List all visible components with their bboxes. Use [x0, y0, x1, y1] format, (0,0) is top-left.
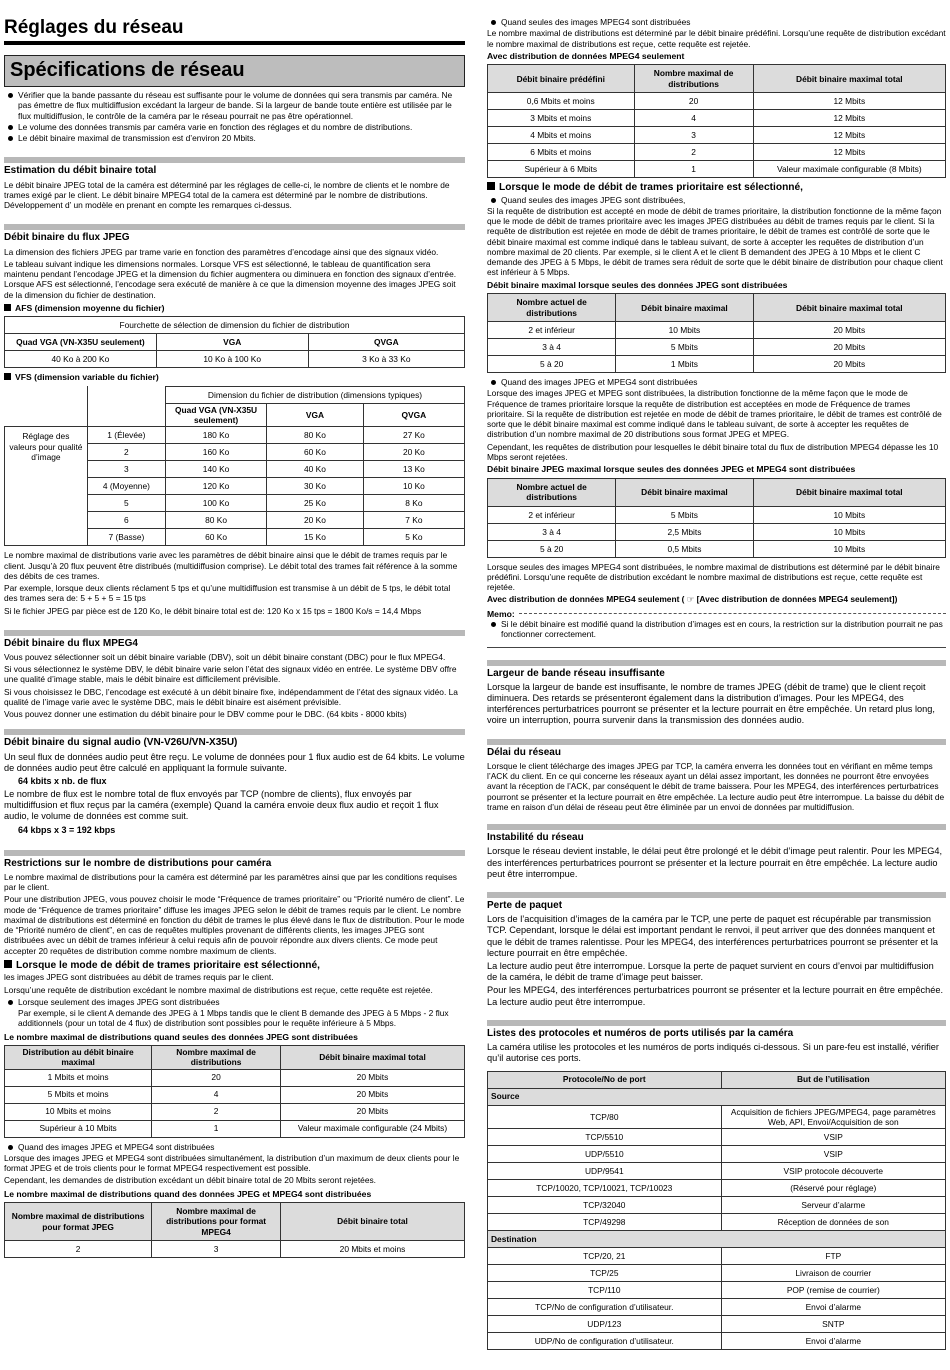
table-header: Nombre maximal de distributions pour format JPEG	[5, 1203, 152, 1241]
table-cell: 2	[634, 144, 753, 161]
table-cell: 8 Ko	[363, 495, 464, 512]
jpeg-mpeg4-distribution-table	[4, 1202, 465, 1258]
paragraph: Le tableau suivant indique les dimensions normales. Lorsque VFS est sélectionné, le tableau de quantification sera maintenu pendant l’encodage JPEG et la dimension du fichier augmentera ou diminuera en fonction des signaux d’entrée. Lorsque AFS est sélectionné, l’encodage sera exécuté de manière à ce que la dimension moyenne des images JPEG soit de la dimension du fichier de destination.	[4, 258, 457, 300]
memo-box	[487, 619, 946, 648]
table-cell: 12 Mbits	[753, 127, 945, 144]
intro-bullets	[4, 90, 465, 143]
table-cell: 10 Ko	[363, 478, 464, 495]
paragraph: Lorsque le client télécharge des images JPEG par TCP, la caméra enverra les données tout en vérifiant en même temps l’ACK du client. En ce qui concerne les réseaux ayant un délai assez important, les données ne pourront être envoyées avant la réception de l’ACK, par conséquent le débit de trame baissera. Pour les MPEG4, des interférences perturbatrices pourront se présenter et la lecture pourrait en être empêchée. La lecture audio peut être interrompue. La baisse du débit de trame en raison d’un délai de réseau peut être éliminée par un envoi de données par multidiffusion.	[487, 760, 945, 812]
table-cell: TCP/32040	[488, 1197, 722, 1214]
table-cell: 5 à 20	[488, 356, 616, 373]
table-cell: 3 Mbits et moins	[488, 110, 635, 127]
paragraph: La caméra utilise les protocoles et les numéros de ports indiqués ci-dessous. Si un pare-feu est installé, vérifier qu’il autorise ces ports.	[487, 1042, 939, 1064]
paragraph: Cependant, les requêtes de distribution pour lesquelles le débit binaire total du flux de distribution MPEG4 dépasse les 10 Mbps seront rejetées.	[487, 441, 939, 462]
table-cell: 10 Mbits	[753, 540, 945, 557]
table-cell: 25 Ko	[267, 495, 364, 512]
table-cell: 1 (Élevée)	[87, 427, 165, 444]
paragraph: les images JPEG sont distribuées au débit de trames requis par le client.	[4, 972, 274, 983]
table-cell: 20	[152, 1069, 281, 1086]
table-cell: UDP/5510	[488, 1146, 722, 1163]
paragraph: Lors de l’acquisition d’images de la caméra par le TCP, une perte de paquet est récupérable par transmission TCP. Cependant, lorsque le délai est important pendant le renvoi, il peut arriver que des données manquent et que le débit de trames ralentisse. Pour les MPEG4, des interférences perturbatrices pourront se présenter et la lecture pourrait en être empêchée.	[487, 914, 938, 958]
table-cell: 20 Mbits	[753, 322, 945, 339]
subheading-vfs: VFS (dimension variable du fichier)	[4, 372, 465, 382]
paragraph: Si vous choisissez le DBC, l’encodage est exécuté à un débit binaire fixe, indépendamment de l’état des signaux vidéo. La qualité de l’image varie avec le système DBC, mais le débit binaire est aisément prévisible.	[4, 686, 458, 707]
table-cell: 180 Ko	[165, 427, 266, 444]
table-cell: 10 Mbits	[753, 523, 945, 540]
table-cell: 30 Ko	[267, 478, 364, 495]
paragraph: La lecture audio peut être interrompue. Lorsque la perte de paquet survient en cours d’envoi par multidiffusion de la caméra, le débit de trame d’image peut baisser.	[487, 961, 934, 983]
table-cell: 0,5 Mbits	[616, 540, 753, 557]
table-cell: 15 Ko	[267, 529, 364, 546]
memo-label: Memo:	[487, 608, 515, 619]
table-cell: 5 Mbits et moins	[5, 1086, 152, 1103]
table-header: Quad VGA (VN-X35U seulement)	[5, 334, 157, 351]
table-header: Nombre actuel de distributions	[488, 294, 616, 322]
table-cell: 5 à 20	[488, 540, 616, 557]
table-cell: 2,5 Mbits	[616, 523, 753, 540]
table-cell: 140 Ko	[165, 461, 266, 478]
table-cell: 10 Mbits	[753, 506, 945, 523]
table-cell: 2	[5, 1241, 152, 1258]
table-title: Avec distribution de données MPEG4 seulement	[487, 50, 685, 61]
table-cell: 1 Mbits	[616, 356, 753, 373]
list-item: Vérifier que la bande passante du réseau est suffisante pour le volume de données qui sera transmis par caméra. Ne pas émettre de flux multidiffusion excédant la largeur de bande. Si la largeur de bande toute entière est utilisée par le flux multidiffusion, le contrôle de la caméra par le réseau pourrait ne pas être opérationnel.	[4, 90, 465, 121]
paragraph: Le nombre maximal de distributions pour la caméra est déterminé par les paramètres ainsi que par les conditions requises par le client.	[4, 871, 457, 893]
list-item: Quand des images JPEG et MPEG4 sont distribuées	[4, 1142, 465, 1152]
table-cell: 5 Mbits	[616, 339, 753, 356]
table-caption: Fourchette de sélection de dimension du fichier de distribution	[5, 317, 465, 334]
afs-table	[4, 316, 465, 368]
paragraph: Un seul flux de données audio peut être reçu. Le volume de données pour 1 flux audio est de 64 kbits. Le volume de données audio peut être calculé en appliquant la formule suivante.	[4, 751, 465, 773]
table-cell: 6	[87, 512, 165, 529]
paragraph: Cependant, les demandes de distribution excédant un débit binaire total de 20 Mbits seront rejetées.	[4, 1175, 376, 1186]
table-cell: 13 Ko	[363, 461, 464, 478]
table-title: Le nombre maximal de distributions quand seules des données JPEG sont distribuées	[4, 1031, 358, 1042]
paragraph: Pour une distribution JPEG, vous pouvez choisir le mode “Fréquence de trames prioritaire” ou “Priorité numéro de client”. Le mode de “Fréquence de trames prioritaire” diffuse les images JPEG selon le débit de trames requis par le client. Le nombre maximal de distributions est déterminé en fonction du débit de trames le plus élevé dans le flux de distribution. Pour le mode de “Priorité numéro de client”, en cas de requêtes multiples provenant de différents clients, les images JPEG sont distribuées avec un débit de trames inférieur à celui requis afin de pouvoir répondre aux divers clients. Ce mode peut accepter 20 requêtes de distribution comme nombre maximum de clients.	[4, 894, 465, 956]
table-cell: 20 Ko	[363, 444, 464, 461]
section-band-title: Spécifications de réseau	[4, 55, 465, 87]
table-header: Quad VGA (VN-X35U seulement)	[165, 403, 266, 427]
table-cell: 12 Mbits	[753, 144, 945, 161]
list-item: Quand seules des images MPEG4 sont distribuées	[487, 17, 946, 27]
table-cell: Valeur maximale configurable (8 Mbits)	[753, 161, 945, 178]
paragraph: Par exemple, lorsque deux clients réclament 5 tps et qu’une multidiffusion est transmise à un débit de 5 tps, le débit total des trames sera de: 5 + 5 + 5 = 15 tps	[4, 583, 451, 604]
table-cell: Envoi d’alarme	[721, 1299, 945, 1316]
paragraph: Lorsque des images JPEG et MPEG sont distribuées, la distribution fonctionne de la même façon que le mode de Fréquence de trames prioritaire lorsque la requête de distribution est acceptées en mode de Fréquence de trames prioritaire. Si la requête de distribution est rejetée en mode de débit de trames prioritaire, le débit de trames est contrôlé de sorte que le débit binaire maximal est comme indiqué dans le tableau suivant, de sorte à accepter les requêtes de distribution d’un nombre maximal de 20 distributions sous format JPEG et MPEG.	[487, 388, 942, 440]
table-cell: SNTP	[721, 1316, 945, 1333]
table-cell: 20 Mbits	[753, 339, 945, 356]
paragraph: Lorsque le réseau devient instable, le délai peut être prolongé et le débit d’image peut ralentir. Pour les MPEG4, des interférences perturbatrices pourront se présenter et la lecture pourrait en être empêchée. La lecture audio peut être interrompue.	[487, 846, 943, 879]
left-column	[4, 0, 465, 1262]
table-cell: 5 Mbits	[616, 506, 753, 523]
table-cell: 3	[87, 461, 165, 478]
table-cell: 7 (Basse)	[87, 529, 165, 546]
table-cell: 20 Mbits	[280, 1086, 464, 1103]
table-cell: 4	[634, 110, 753, 127]
section-heading: Délai du réseau	[487, 739, 946, 759]
table-cell: Supérieur à 6 Mbits	[488, 161, 635, 178]
table-cell: 80 Ko	[165, 512, 266, 529]
table-title: Le nombre maximal de distributions quand des données JPEG et MPEG4 sont distribuées	[4, 1188, 372, 1199]
table-cell: 120 Ko	[165, 478, 266, 495]
table-cell: 20 Mbits et moins	[280, 1241, 464, 1258]
paragraph: Lorsque des images JPEG et MPEG4 sont distribuées simultanément, la distribution d’un maximum de deux clients pour le format JPEG et de trois clients pour le format MPEG4 respectivement est possible.	[4, 1152, 460, 1174]
table-header: Débit binaire maximal total	[753, 65, 945, 93]
paragraph: Par exemple, si le client A demande des JPEG à 1 Mbps tandis que le client B demande des JPEG à 5 Mbps - 2 flux additionnels (pour un total de 4 flux) de distribution sont possibles pour le requête inférieure à 5 Mbps.	[18, 1008, 449, 1029]
ports-table	[487, 1071, 946, 1351]
paragraph: Lorsque la largeur de bande est insuffisante, le nombre de trames JPEG (débit de trame) que le client reçoit diminuera. Des retards se présenteront également dans la distribution d’images. Pour les MPEG4, des interférences perturbatrices pourront se présenter et la lecture pourrait en être empêchée. Un retard plus long, voire un interruption, pourra survenir dans la transmission des données audio.	[487, 681, 935, 726]
table-cell: VSIP	[721, 1146, 945, 1163]
table-cell: 3 à 4	[488, 339, 616, 356]
table-cell: 5	[87, 495, 165, 512]
paragraph: Le nombre maximal de distributions varie avec les paramètres de débit binaire ainsi que le débit de trames requis par le client. Jusqu’à 20 flux peuvent être distribués (multidiffusion comprise). Le débit total des trames fait référence à la somme des débits de ces trames.	[4, 550, 458, 581]
section-heading: Débit binaire du signal audio (VN-V26U/VN-X35U)	[4, 729, 465, 749]
table-cell: 60 Ko	[165, 529, 266, 546]
paragraph: Lorsqu’une requête de distribution excédant le nombre maximal de distributions est reçue, cette requête est rejetée.	[4, 984, 433, 995]
table-cell: 1	[152, 1120, 281, 1137]
paragraph: La dimension des fichiers JPEG par trame varie en fonction des paramètres d’encodage ainsi que des signaux vidéo.	[4, 246, 439, 257]
table-header: Débit binaire prédéfini	[488, 65, 635, 93]
paragraph: Si vous sélectionnez le système DBV, le débit binaire varie selon l’état des signaux vidéo en entrée. Le système DBV offre une qualité d’image stable, mais le débit binaire est difficilement prévisible.	[4, 664, 457, 685]
memo-divider	[519, 613, 946, 614]
table-cell: Réception de données de son	[721, 1214, 945, 1231]
table-header: Nombre maximal de distributions	[634, 65, 753, 93]
section-heading: Instabilité du réseau	[487, 824, 946, 844]
table-group-label: Destination	[488, 1231, 946, 1248]
table-cell: 5 Ko	[363, 529, 464, 546]
table-caption: Dimension du fichier de distribution (dimensions typiques)	[165, 386, 464, 403]
table-cell: 6 Mbits et moins	[488, 144, 635, 161]
table-cell: 3	[152, 1241, 281, 1258]
table-cell: Valeur maximale configurable (24 Mbits)	[280, 1120, 464, 1137]
table-cell: Supérieur à 10 Mbits	[5, 1120, 152, 1137]
section-heading: Largeur de bande réseau insuffisante	[487, 660, 946, 680]
table-cell: TCP/10020, TCP/10021, TCP/10023	[488, 1180, 722, 1197]
table-cell: POP (remise de courrier)	[721, 1282, 945, 1299]
right-column	[487, 0, 946, 1354]
table-header: QVGA	[308, 334, 464, 351]
table-cell: 3 à 4	[488, 523, 616, 540]
subheading-priority-mode: Lorsque le mode de débit de trames prioritaire est sélectionné,	[4, 960, 465, 972]
table-header: VGA	[267, 403, 364, 427]
table-cell: 2	[87, 444, 165, 461]
table-header: But de l’utilisation	[721, 1071, 945, 1088]
list-item: Quand seules des images JPEG sont distribuées,	[487, 195, 946, 205]
subheading-afs: AFS (dimension moyenne du fichier)	[4, 303, 465, 313]
section-heading: Débit binaire du flux MPEG4	[4, 630, 465, 650]
paragraph: Le nombre de flux est le nombre total de flux envoyés par TCP (nombre de clients), flux envoyés par multidiffusion et flux reçus par la caméra (exemple) Quand la caméra envoie deux flux audio et reçoit 1 flux audio, le volume de données est comme suit.	[4, 789, 439, 822]
table-cell: Envoi d’alarme	[721, 1333, 945, 1350]
table-cell: Serveur d’alarme	[721, 1197, 945, 1214]
paragraph: Pour les MPEG4, des interférences perturbatrices pourront se présenter et la lecture pourrait en être empêchée. La lecture audio peut être interrompue.	[487, 985, 944, 1007]
table-cell: 80 Ko	[267, 427, 364, 444]
table-cell: 1 Mbits et moins	[5, 1069, 152, 1086]
table-cell: 4	[152, 1086, 281, 1103]
table-cell: 10 Mbits et moins	[5, 1103, 152, 1120]
table-header: QVGA	[363, 403, 464, 427]
table-header: Débit binaire maximal	[616, 294, 753, 322]
paragraph: Le débit binaire JPEG total de la caméra est déterminé par les réglages de celle-ci, le nombre de clients et le nombre de trames exigé par le client. Le débit binaire MPEG4 total de la camera est déterminé par le nombre de distributions. Développement d’ un modèle en prenant en compte les remarques ci-dessus.	[4, 179, 450, 211]
list-item: Quand des images JPEG et MPEG4 sont distribuées	[487, 377, 946, 387]
table-cell: VSIP protocole découverte	[721, 1163, 945, 1180]
table-cell: 3	[634, 127, 753, 144]
table-cell: UDP/9541	[488, 1163, 722, 1180]
table-header: Débit binaire maximal total	[753, 478, 945, 506]
table-header: Débit binaire maximal total	[280, 1046, 464, 1070]
table-cell: 12 Mbits	[753, 110, 945, 127]
table-cell: 160 Ko	[165, 444, 266, 461]
list-item: Le débit binaire maximal de transmission est d’environ 20 Mbits.	[4, 133, 465, 143]
table-cell: 4 Mbits et moins	[488, 127, 635, 144]
paragraph: Vous pouvez donner une estimation du débit binaire pour le DBV comme pour le DBC. (64 kbits - 8000 kbits)	[4, 709, 407, 720]
table-header: Débit binaire maximal	[616, 478, 753, 506]
table-cell: 4 (Moyenne)	[87, 478, 165, 495]
table-cell: TCP/5510	[488, 1129, 722, 1146]
paragraph: Si le fichier JPEG par pièce est de 120 Ko, le débit binaire total est de: 120 Ko x 15 tps = 1800 Ko/s = 14,4 Mbps	[4, 605, 422, 616]
table-cell: 20	[634, 93, 753, 110]
table-header: Distribution au débit binaire maximal	[5, 1046, 152, 1070]
table-cell: 20 Mbits	[280, 1069, 464, 1086]
table-cell: 3 Ko à 33 Ko	[308, 351, 464, 368]
table-cell: VSIP	[721, 1129, 945, 1146]
table-cell: Acquisition de fichiers JPEG/MPEG4, page paramètres Web, API, Envoi/Acquisition de son	[721, 1105, 945, 1129]
table-cell: TCP/No de configuration d’utilisateur.	[488, 1299, 722, 1316]
table-cell: 20 Mbits	[753, 356, 945, 373]
table-cell: 7 Ko	[363, 512, 464, 529]
table-header: Nombre maximal de distributions	[152, 1046, 281, 1070]
subheading-priority-mode: Lorsque le mode de débit de trames prioritaire est sélectionné,	[487, 182, 946, 194]
table-title: Débit binaire JPEG maximal lorsque seules des données JPEG et MPEG4 sont distribuées	[487, 464, 856, 475]
list-item: Le volume des données transmis par caméra varie en fonction des réglages et du nombre de distributions.	[4, 122, 465, 132]
table-cell: 2 et inférieur	[488, 506, 616, 523]
table-header: Débit binaire maximal total	[753, 294, 945, 322]
table-cell: 20 Mbits	[280, 1103, 464, 1120]
table-cell: UDP/No de configuration d’utilisateur.	[488, 1333, 722, 1350]
section-heading: Débit binaire du flux JPEG	[4, 224, 465, 244]
list-item: Lorsque seulement des images JPEG sont distribuées	[4, 997, 465, 1007]
table-header: Protocole/No de port	[488, 1071, 722, 1088]
formula: 64 kbps x 3 = 192 kbps	[18, 824, 116, 835]
section-heading: Listes des protocoles et numéros de ports utilisés par la caméra	[487, 1020, 946, 1040]
paragraph: Lorsque seules des images MPEG4 sont distribuées, le nombre maximal de distributions est déterminé par le débit binaire prédéfini. Lorsqu’une requête de distribution excédant le nombre maximal de distributions est reçue, cette requête est rejetée.	[487, 561, 940, 593]
jpeg-max-bitrate-table	[487, 293, 946, 373]
table-cell: TCP/25	[488, 1265, 722, 1282]
table-cell: 12 Mbits	[753, 93, 945, 110]
table-header: Débit binaire total	[280, 1203, 464, 1241]
table-cell: 0,6 Mbits et moins	[488, 93, 635, 110]
section-heading: Perte de paquet	[487, 892, 946, 912]
table-cell: (Réservé pour réglage)	[721, 1180, 945, 1197]
table-cell: 10 Ko à 100 Ko	[156, 351, 308, 368]
table-title: Débit binaire maximal lorsque seules des données JPEG sont distribuées	[487, 279, 788, 290]
row-group-label: Réglage des valeurs pour qualité d’image	[5, 427, 88, 546]
table-cell: TCP/80	[488, 1105, 722, 1129]
formula: 64 kbits x nb. de flux	[18, 776, 107, 787]
table-cell: TCP/20, 21	[488, 1248, 722, 1265]
table-cell: UDP/123	[488, 1316, 722, 1333]
table-cell: TCP/110	[488, 1282, 722, 1299]
table-cell: 10 Mbits	[616, 322, 753, 339]
cross-reference-link[interactable]: Avec distribution de données MPEG4 seulement ( ☞ [Avec distribution de données MPEG4 seulement])	[487, 594, 898, 605]
jpeg-mpeg4-max-bitrate-table	[487, 478, 946, 558]
table-cell: 2	[152, 1103, 281, 1120]
page-title: Réglages du réseau	[4, 0, 465, 45]
section-heading: Estimation du débit binaire total	[4, 157, 465, 177]
table-header: Nombre actuel de distributions	[488, 478, 616, 506]
table-header: VGA	[156, 334, 308, 351]
table-cell: 1	[634, 161, 753, 178]
jpeg-max-distribution-table	[4, 1045, 465, 1138]
memo-heading	[487, 609, 946, 619]
paragraph: Vous pouvez sélectionner soit un débit binaire variable (DBV), soit un débit binaire constant (DBC) pour le flux MPEG4.	[4, 651, 446, 662]
table-cell: 60 Ko	[267, 444, 364, 461]
table-cell: 20 Ko	[267, 512, 364, 529]
table-cell: 100 Ko	[165, 495, 266, 512]
table-cell: 40 Ko	[267, 461, 364, 478]
table-cell: 40 Ko à 200 Ko	[5, 351, 157, 368]
table-cell: FTP	[721, 1248, 945, 1265]
table-cell: TCP/49298	[488, 1214, 722, 1231]
table-header: Nombre maximal de distributions pour format MPEG4	[152, 1203, 281, 1241]
vfs-table	[4, 386, 465, 547]
mpeg4-only-table	[487, 64, 946, 178]
table-cell: 27 Ko	[363, 427, 464, 444]
table-cell: Livraison de courrier	[721, 1265, 945, 1282]
section-heading: Restrictions sur le nombre de distributions pour caméra	[4, 850, 465, 870]
list-item: Si le débit binaire est modifié quand la distribution d’images est en cours, la restriction sur la distribution pourrait ne pas fonctionner correctement.	[487, 619, 946, 640]
table-group-label: Source	[488, 1088, 946, 1105]
paragraph: Le nombre maximal de distributions est déterminé par le débit binaire prédéfini. Lorsqu’une requête de distribution excédant le nombre maximal de distributions est reçue, cette requête est rejetée.	[487, 28, 946, 49]
table-cell: 2 et inférieur	[488, 322, 616, 339]
paragraph: Si la requête de distribution est accepté en mode de débit de trames prioritaire, la distribution fonctionne de la même façon que le mode de débit de trames prioritaire avec les images JPEG distribuées au débit de trames requis par le client. Si la requête de distribution est rejetée en mode de débit de trames prioritaire, le débit de trames est contrôlé de sorte que le débit binaire maximal est comme indiqué dans le tableau suivant, de sorte à accepter les requêtes de distribution d’un nombre maximal de 20 clients. Par exemple, si le client A et le client B demandent des JPEG à 10 Mbps et le client C demande des JPEG à 5 Mbps, le débit de trames sera réduit de sorte que le débit binaire de distribution pour chaque client est inférieur à 5 Mbps.	[487, 205, 943, 278]
